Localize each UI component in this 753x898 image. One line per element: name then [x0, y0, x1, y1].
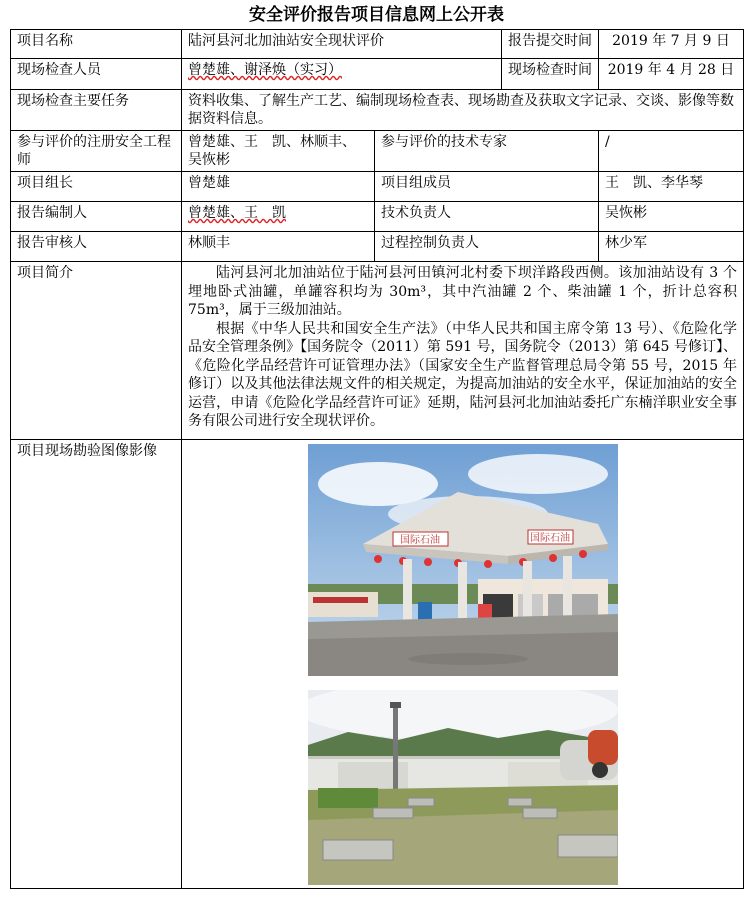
tank-area-illustration: [308, 690, 618, 885]
project-name-label: 项目名称: [11, 30, 182, 59]
inspectors-label: 现场检查人员: [11, 59, 182, 90]
inspection-time-value: 2019 年 4 月 28 日: [599, 59, 744, 90]
row-tasks: [11, 90, 744, 131]
members-value: 王 凯、李华琴: [599, 172, 744, 202]
submit-time-value: 2019 年 7 月 9 日: [599, 30, 744, 59]
gas-station-illustration: [308, 444, 618, 676]
tasks-label: 现场检查主要任务: [11, 90, 182, 131]
compiler-value: [182, 202, 375, 232]
photos-cell: [182, 440, 744, 889]
tank-area-photo: [308, 690, 618, 885]
compiler-label: 报告编制人: [11, 202, 182, 232]
tech-lead-label: 技术负责人: [375, 202, 599, 232]
tech-lead-value: 吴恢彬: [599, 202, 744, 232]
intro-content: [182, 262, 744, 440]
members-label: 项目组成员: [375, 172, 599, 202]
info-table: [10, 29, 744, 889]
intro-paragraph-1: 陆河县河北加油站位于陆河县河田镇河北村委下坝洋路段西侧。该加油站设有 3 个埋地卧式油罐，单罐容积均为 30m³，其中汽油罐 2 个、柴油罐 1 个，折计总容积 75m³，属于三级加油站。: [188, 265, 737, 318]
gas-station-photo: [308, 444, 618, 676]
inspection-time-label: 现场检查时间: [502, 59, 599, 90]
engineers-label: 参与评价的注册安全工程师: [11, 131, 182, 172]
project-name-value: 陆河县河北加油站安全现状评价: [182, 30, 502, 59]
row-intro: [11, 262, 744, 440]
reviewer-value: 林顺丰: [182, 232, 375, 262]
row-inspectors: [11, 59, 744, 90]
row-leader: [11, 172, 744, 202]
row-compiler: [11, 202, 744, 232]
submit-time-label: 报告提交时间: [502, 30, 599, 59]
process-lead-label: 过程控制负责人: [375, 232, 599, 262]
row-engineers: [11, 131, 744, 172]
leader-label: 项目组长: [11, 172, 182, 202]
experts-value: /: [599, 131, 744, 172]
photos-label: 项目现场勘验图像影像: [11, 440, 182, 889]
row-project-name: [11, 30, 744, 59]
canopy-sign-right: 国际石油: [529, 533, 570, 544]
intro-paragraph-2: 根据《中华人民共和国安全生产法》（中华人民共和国主席令第 13 号）、《危险化学品安全管理条例》【国务院令（2011）第 591 号，国务院令（2013）第 645 号修订】、《危险化学品经营许可证管理办法》（国家安全生产监督管理总局令第 55 号，2015 年修订）以及其他法律法规文件的相关规定，为提高加油站的安全水平，保证加油站的安全运营，申请《危险化学品经营许可证》延期，陆河县河北加油站委托广东楠洋职业安全事务有限公司进行安全现状评价。: [188, 320, 737, 429]
row-photos: [11, 440, 744, 889]
engineers-value: 曾楚雄、王 凯、林顺丰、吴恢彬: [182, 131, 375, 172]
leader-value: 曾楚雄: [182, 172, 375, 202]
tasks-value: 资料收集、了解生产工艺、编制现场检查表、现场勘查及获取文字记录、交谈、影像等数据资料信息。: [182, 90, 744, 131]
inspectors-text: 曾楚雄、谢泽焕（实习）: [188, 62, 342, 78]
process-lead-value: 林少军: [599, 232, 744, 262]
intro-label: 项目简介: [11, 262, 182, 440]
compiler-text: 曾楚雄、王 凯: [188, 205, 286, 221]
inspectors-value: [182, 59, 502, 90]
canopy-sign-left: 国际石油: [399, 535, 440, 546]
experts-label: 参与评价的技术专家: [375, 131, 599, 172]
row-reviewer: [11, 232, 744, 262]
page-title: 安全评价报告项目信息网上公开表: [249, 5, 504, 25]
reviewer-label: 报告审核人: [11, 232, 182, 262]
